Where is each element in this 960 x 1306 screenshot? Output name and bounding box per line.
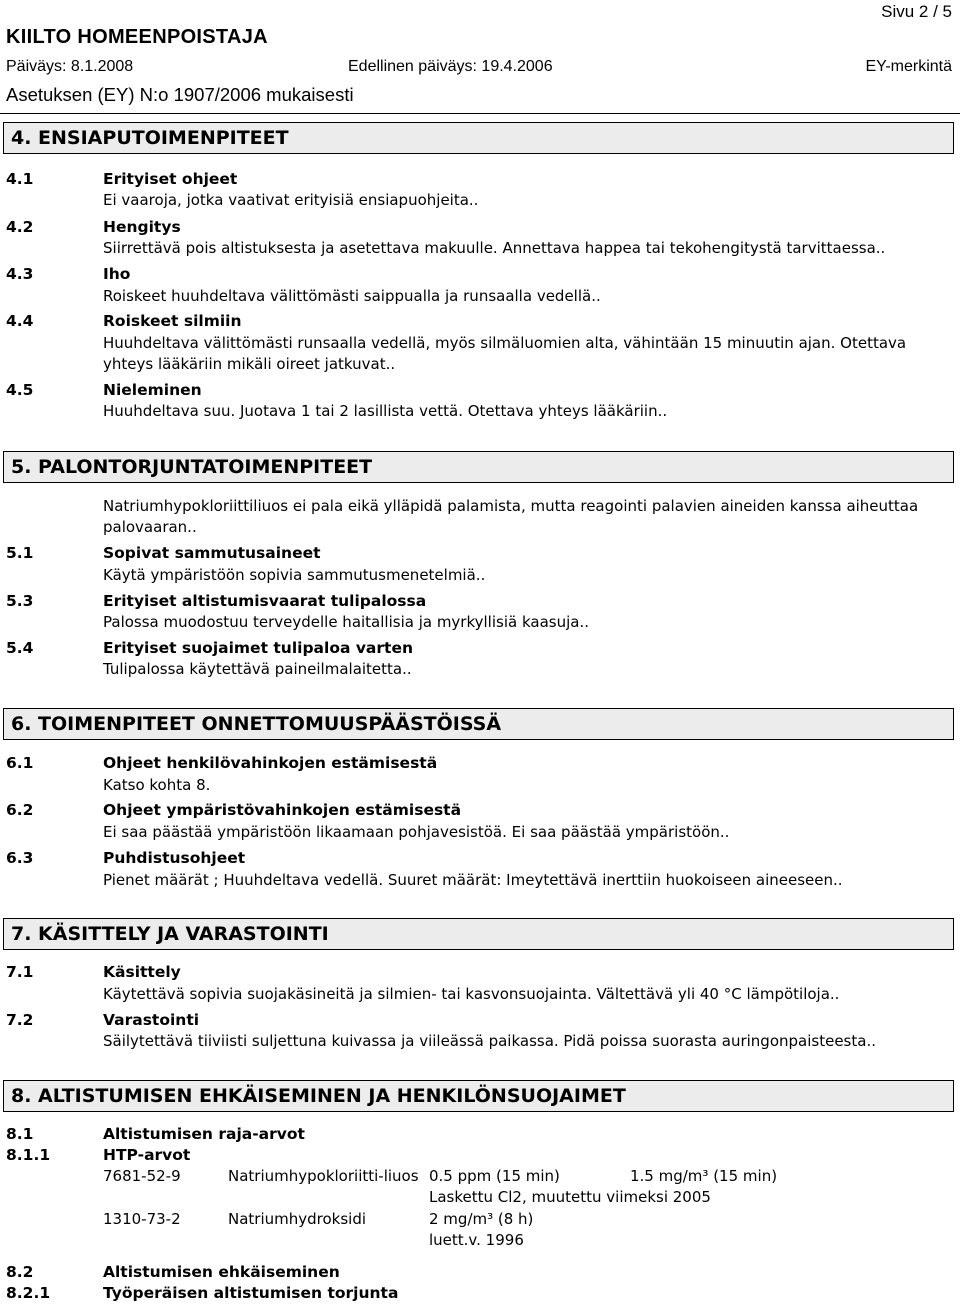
item-text: Säilytettävä tiiviisti suljettuna kuivassa ja viileässä paikassa. Pidä poissa suorasta auringonpaisteesta.. (103, 1032, 876, 1050)
item-heading: Erityiset altistumisvaarat tulipalossa (103, 592, 427, 610)
item-text: Tulipalossa käytettävä paineilmalaitetta.. (103, 660, 412, 678)
section-4-header (3, 122, 954, 154)
item-heading: Erityiset ohjeet (103, 170, 238, 188)
item-number: 4.3 (6, 265, 34, 283)
item-number: 5.4 (6, 639, 34, 657)
item-text: Huuhdeltava välittömästi runsaalla vedellä, myös silmäluomien alta, vähintään 15 minuutin ajan. Otettava (103, 334, 907, 352)
cas-number: 7681-52-9 (103, 1167, 181, 1185)
section-title: 7. KÄSITTELY JA VARASTOINTI (11, 923, 329, 945)
section-intro-text: Natriumhypokloriittiliuos ei pala eikä ylläpidä palamista, mutta reagointi palavien aineiden kanssa aiheuttaa (103, 497, 919, 515)
item-text: Huuhdeltava suu. Juotava 1 tai 2 lasillista vettä. Otettava yhteys lääkäriin.. (103, 402, 668, 420)
limit-value-ppm: 0.5 ppm (15 min) (429, 1167, 560, 1185)
item-heading: HTP-arvot (103, 1146, 191, 1164)
item-number: 7.1 (6, 963, 34, 981)
section-title: 6. TOIMENPITEET ONNETTOMUUSPÄÄSTÖISSÄ (11, 713, 502, 735)
item-heading: Hengitys (103, 218, 181, 236)
item-number: 8.2.1 (6, 1284, 51, 1302)
product-title: KIILTO HOMEENPOISTAJA (6, 26, 268, 48)
item-number: 4.4 (6, 312, 34, 330)
cas-number: 1310-73-2 (103, 1210, 181, 1228)
item-heading: Altistumisen ehkäiseminen (103, 1263, 340, 1281)
ec-marking: EY-merkintä (865, 58, 952, 75)
item-heading: Altistumisen raja-arvot (103, 1125, 305, 1143)
item-number: 5.3 (6, 592, 34, 610)
section-intro-text: palovaaran.. (103, 518, 197, 536)
item-heading: Käsittely (103, 963, 181, 981)
issue-date: Päiväys: 8.1.2008 (6, 58, 134, 75)
item-number: 8.1 (6, 1125, 34, 1143)
item-number: 7.2 (6, 1011, 34, 1029)
item-text: Ei saa päästää ympäristöön likaamaan pohjavesistöä. Ei saa päästää ympäristöön.. (103, 823, 730, 841)
item-heading: Iho (103, 265, 131, 283)
item-heading: Roiskeet silmiin (103, 312, 242, 330)
item-text: Roiskeet huuhdeltava välittömästi saippualla ja runsaalla vedellä.. (103, 287, 601, 305)
item-heading: Puhdistusohjeet (103, 849, 246, 867)
item-number: 4.2 (6, 218, 34, 236)
item-number: 8.2 (6, 1263, 34, 1281)
section-8-header (3, 1080, 954, 1112)
item-text: Katso kohta 8. (103, 776, 211, 794)
section-title: 8. ALTISTUMISEN EHKÄISEMINEN JA HENKILÖNSUOJAIMET (11, 1085, 626, 1107)
item-heading: Ohjeet henkilövahinkojen estämisestä (103, 754, 438, 772)
item-text: Pienet määrät ; Huuhdeltava vedellä. Suuret määrät: Imeytettävä inerttiin huokoiseen aineeseen.. (103, 871, 843, 889)
item-text: Siirrettävä pois altistuksesta ja asetettava makuulle. Annettava happea tai tekohengitystä tarvittaessa.. (103, 239, 886, 257)
limit-value-mg: 1.5 mg/m³ (15 min) (630, 1167, 778, 1185)
substance-name: Natriumhydroksidi (228, 1210, 367, 1228)
limit-value-mg: 2 mg/m³ (8 h) (429, 1210, 534, 1228)
header-divider (0, 113, 960, 114)
section-title: 4. ENSIAPUTOIMENPITEET (11, 127, 289, 149)
item-text: Palossa muodostuu terveydelle haitallisia ja myrkyllisiä kaasuja.. (103, 613, 589, 631)
section-5-header (3, 451, 954, 483)
item-heading: Sopivat sammutusaineet (103, 544, 321, 562)
item-number: 6.3 (6, 849, 34, 867)
item-number: 4.5 (6, 381, 34, 399)
item-number: 8.1.1 (6, 1146, 51, 1164)
item-heading: Työperäisen altistumisen torjunta (103, 1284, 399, 1302)
item-heading: Nieleminen (103, 381, 202, 399)
item-text: Käytä ympäristöön sopivia sammutusmenetelmiä.. (103, 566, 486, 584)
page-number: Sivu 2 / 5 (881, 2, 952, 21)
section-6-header (3, 708, 954, 740)
item-text: Ei vaaroja, jotka vaativat erityisiä ensiapuohjeita.. (103, 191, 479, 209)
section-7-header (3, 918, 954, 950)
item-text: yhteys lääkäriin mikäli oireet jatkuvat.. (103, 355, 396, 373)
limit-note: luett.v. 1996 (429, 1231, 524, 1249)
item-number: 6.2 (6, 801, 34, 819)
item-heading: Ohjeet ympäristövahinkojen estämisestä (103, 801, 462, 819)
section-title: 5. PALONTORJUNTATOIMENPITEET (11, 456, 373, 478)
previous-date: Edellinen päiväys: 19.4.2006 (348, 58, 553, 75)
item-number: 4.1 (6, 170, 34, 188)
item-number: 6.1 (6, 754, 34, 772)
item-heading: Erityiset suojaimet tulipaloa varten (103, 639, 413, 657)
item-heading: Varastointi (103, 1011, 200, 1029)
limit-note: Laskettu Cl2, muutettu viimeksi 2005 (429, 1188, 711, 1206)
item-number: 5.1 (6, 544, 34, 562)
substance-name: Natriumhypokloriitti-liuos (228, 1167, 419, 1185)
item-text: Käytettävä sopivia suojakäsineitä ja silmien- tai kasvonsuojainta. Vältettävä yli 40 °C lämpötiloja.. (103, 985, 840, 1003)
regulation-line: Asetuksen (EY) N:o 1907/2006 mukaisesti (6, 84, 354, 105)
